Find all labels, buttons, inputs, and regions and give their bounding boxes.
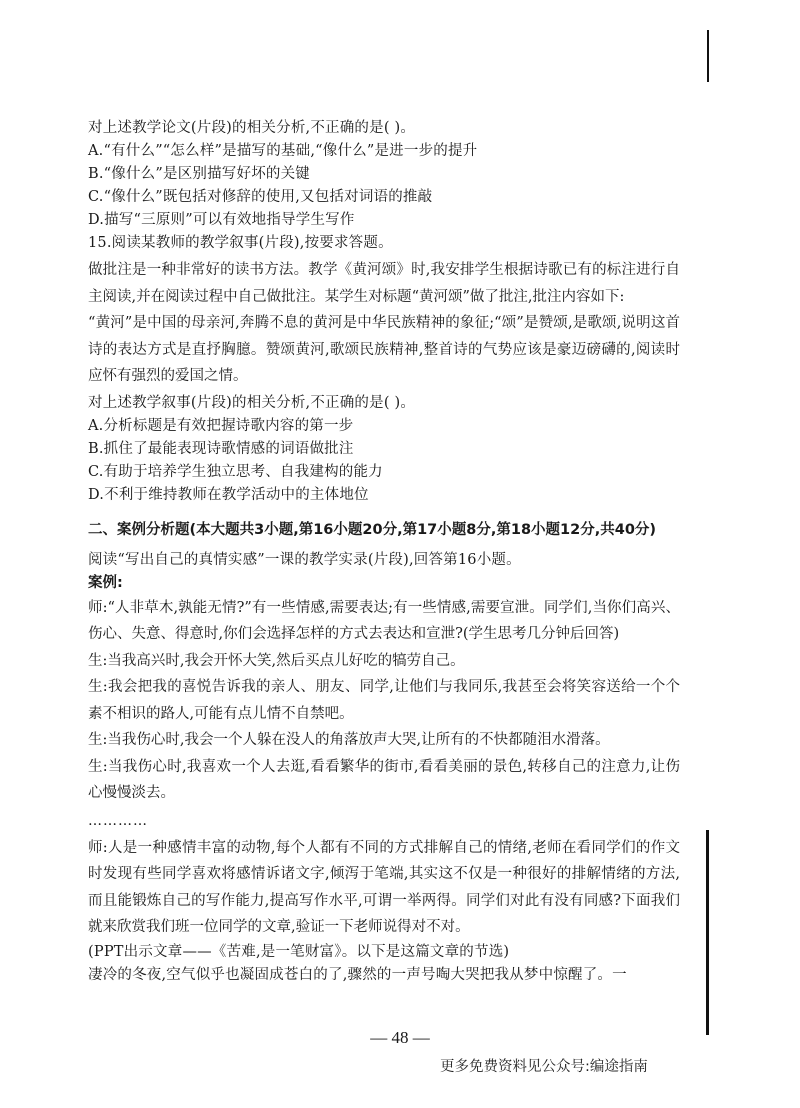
- scan-edge-mark-top: [707, 30, 709, 82]
- case-ellipsis: …………: [88, 812, 148, 829]
- case-paragraph-2: 生:当我高兴时,我会开怀大笑,然后买点儿好吃的犒劳自己。: [88, 652, 465, 669]
- case-paragraph-4: 生:当我伤心时,我会一个人躲在没人的角落放声大哭,让所有的不快都随泪水滑落。: [88, 732, 610, 748]
- q15-option-b: B.抓住了最能表现诗歌情感的词语做批注: [88, 440, 354, 457]
- q14-option-d: D.描写“三原则”可以有效地指导学生写作: [88, 212, 355, 228]
- q15-narrative-paragraph-2: “黄河”是中国的母亲河,奔腾不息的黄河是中华民族精神的象征;“颂”是赞颂,是歌颂,说明这首诗的表达方式是直抒胸臆。赞颂黄河,歌颂民族精神,整首诗的气势应该是豪迈磅礴的,阅读时应怀有强烈的爱国之情。: [88, 315, 680, 384]
- case-label: 案例:: [88, 574, 123, 591]
- q15-narrative-paragraph-1: 做批注是一种非常好的读书方法。教学《黄河颂》时,我安排学生根据诗歌已有的标注进行自主阅读,并在阅读过程中自己做批注。某学生对标题“黄河颂”做了批注,批注内容如下:: [88, 262, 680, 305]
- case-teacher-paragraph: 师:人是一种感情丰富的动物,每个人都有不同的方式排解自己的情绪,老师在看同学们的作文时发现有些同学喜欢将感情诉诸文字,倾泻于笔端,其实这不仅是一种很好的排解情绪的方法,而且能锻炼自己的写作能力,提高写作水平,可谓一举两得。同学们对此有没有同感?下面我们就来欣赏我们班一位同学的文章,验证一下老师说得对不对。: [88, 839, 680, 935]
- q14-option-c: C.“像什么”既包括对修辞的使用,又包括对词语的推敲: [88, 189, 433, 205]
- case-paragraph-1: 师:“人非草木,孰能无情?”有一些情感,需要表达;有一些情感,需要宣泄。同学们,当你们高兴、伤心、失意、得意时,你们会选择怎样的方式去表达和宣泄?(学生思考几分钟后回答): [88, 599, 680, 642]
- q15-option-d: D.不利于维持教师在教学活动中的主体地位: [88, 486, 369, 503]
- page-number: — 48 —: [370, 1028, 430, 1047]
- scan-edge-mark-bottom: [706, 830, 709, 1035]
- q15-stem: 对上述教学叙事(片段)的相关分析,不正确的是( )。: [88, 394, 416, 411]
- case-ppt-line: (PPT出示文章——《苦难,是一笔财富》。以下是这篇文章的节选): [88, 943, 510, 960]
- case-paragraph-5: 生:当我伤心时,我喜欢一个人去逛,看看繁华的街市,看看美丽的景色,转移自己的注意力,让伤心慢慢淡去。: [88, 758, 680, 801]
- section-2-intro: 阅读“写出自己的真情实感”一课的教学实录(片段),回答第16小题。: [88, 551, 521, 568]
- q14-option-b: B.“像什么”是区别描写好坏的关键: [88, 166, 310, 182]
- case-excerpt-line: 凄冷的冬夜,空气似乎也凝固成苍白的了,骤然的一声号啕大哭把我从梦中惊醒了。一: [88, 966, 627, 983]
- q14-option-a: A.“有什么”“怎么样”是描写的基础,“像什么”是进一步的提升: [88, 143, 478, 159]
- case-paragraph-3: 生:我会把我的喜悦告诉我的亲人、朋友、同学,让他们与我同乐,我甚至会将笑容送给一个个素不相识的路人,可能有点儿情不自禁吧。: [88, 679, 680, 722]
- q15-intro: 15.阅读某教师的教学叙事(片段),按要求答题。: [88, 235, 393, 251]
- section-2-heading: 二、案例分析题(本大题共3小题,第16小题20分,第17小题8分,第18小题12分,共40分): [88, 521, 657, 538]
- q15-option-c: C.有助于培养学生独立思考、自我建构的能力: [88, 463, 383, 480]
- q15-option-a: A.分析标题是有效把握诗歌内容的第一步: [88, 417, 354, 434]
- page-content: [88, 117, 680, 987]
- footer-note: 更多免费资料见公众号:编途指南: [440, 1059, 648, 1075]
- q14-stem: 对上述教学论文(片段)的相关分析,不正确的是( )。: [88, 120, 416, 136]
